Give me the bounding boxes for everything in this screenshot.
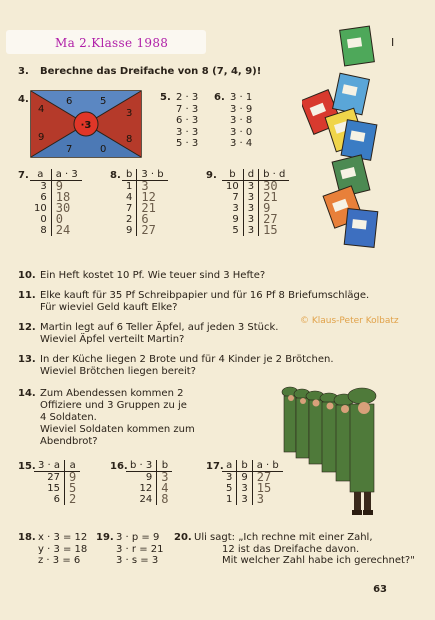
task-16-number: 16. xyxy=(110,461,128,472)
wheel-number: 5 xyxy=(100,96,107,107)
task-5-number: 5. xyxy=(160,92,171,103)
task-7-number: 7. xyxy=(18,170,29,181)
wheel-number: 7 xyxy=(66,144,73,155)
task-5-list: 2 · 3 7 · 3 6 · 3 3 · 3 5 · 3 xyxy=(176,92,199,149)
task-6-list: 3 · 1 3 · 9 3 · 8 3 · 0 3 · 4 xyxy=(230,92,253,149)
wheel-number: 3 xyxy=(126,108,133,119)
task-9-table: b d b · d 10 3 30 7 3 21 3 3 9 9 3 27 5 3 15 xyxy=(222,169,289,236)
task-19-equations: 3 · p = 9 3 · r = 21 3 · s = 3 xyxy=(116,532,164,566)
copyright-watermark: © Klaus-Peter Kolbatz xyxy=(300,316,399,326)
task-18-equations: x · 3 = 12 y · 3 = 18 z · 3 = 6 xyxy=(38,532,88,566)
task-20-text: Uli sagt: „Ich rechne mit einer Zahl, 12 ist das Dreifache davon. Mit welcher Zahl habe ich gerechnet?" xyxy=(194,532,415,566)
task-17-number: 17. xyxy=(206,461,224,472)
task-13: 13. In der Küche liegen 2 Brote und für 4 Kinder je 2 Brötchen. Wieviel Brötchen liegen bereit? xyxy=(18,354,334,377)
notebooks-illustration xyxy=(302,24,384,254)
task-9-number: 9. xyxy=(206,170,217,181)
wheel-number: 6 xyxy=(66,96,73,107)
corner-mark: I xyxy=(391,36,395,49)
wheel-number: 0 xyxy=(100,144,107,155)
wheel-number: 9 xyxy=(38,132,45,143)
task-19-number: 19. xyxy=(96,532,114,543)
task-15-table: 3 · a a 27 9 15 5 6 2 xyxy=(34,460,80,505)
task-10: 10. Ein Heft kostet 10 Pf. Wie teuer sind 3 Hefte? xyxy=(18,270,266,281)
task-8-number: 8. xyxy=(110,170,121,181)
task-7-table: a a · 3 3 9 6 18 10 30 0 0 8 24 xyxy=(30,169,82,236)
task-20-number: 20. xyxy=(174,532,192,543)
task-15-number: 15. xyxy=(18,461,36,472)
wheel-center-operator: ·3 xyxy=(80,120,92,131)
task-17-table: a b a · b 3 9 27 5 3 15 1 3 3 xyxy=(222,460,283,505)
task-4-number: 4. xyxy=(18,94,29,105)
task-18-number: 18. xyxy=(18,532,36,543)
task-11: 11. Elke kauft für 35 Pf Schreibpapier und für 16 Pf 8 Briefumschläge. Für wieviel Geld kauft Elke? xyxy=(18,290,370,313)
task-12: 12. Martin legt auf 6 Teller Äpfel, auf jeden 3 Stück. Wieviel Äpfel verteilt Martin? xyxy=(18,322,279,345)
task-16-table: b · 3 b 9 3 12 4 24 8 xyxy=(126,460,172,505)
task-3: 3. Berechne das Dreifache von 8 (7, 4, 9)! xyxy=(18,66,262,77)
soldiers-illustration xyxy=(280,378,386,518)
task-14: 14. Zum Abendessen kommen 2 Offiziere und 3 Gruppen zu je 4 Soldaten. Wieviel Soldaten kommen zum Abendbrot? xyxy=(18,388,195,447)
task-6-number: 6. xyxy=(214,92,225,103)
page-title: Ma 2.Klasse 1988 xyxy=(55,36,169,50)
multiplication-wheel-diagram xyxy=(30,90,142,158)
page-number: 63 xyxy=(373,584,387,595)
wheel-number: 8 xyxy=(126,134,133,145)
task-8-table: b 3 · b 1 3 4 12 7 21 2 6 9 27 xyxy=(122,169,168,236)
wheel-number: 4 xyxy=(38,104,45,115)
